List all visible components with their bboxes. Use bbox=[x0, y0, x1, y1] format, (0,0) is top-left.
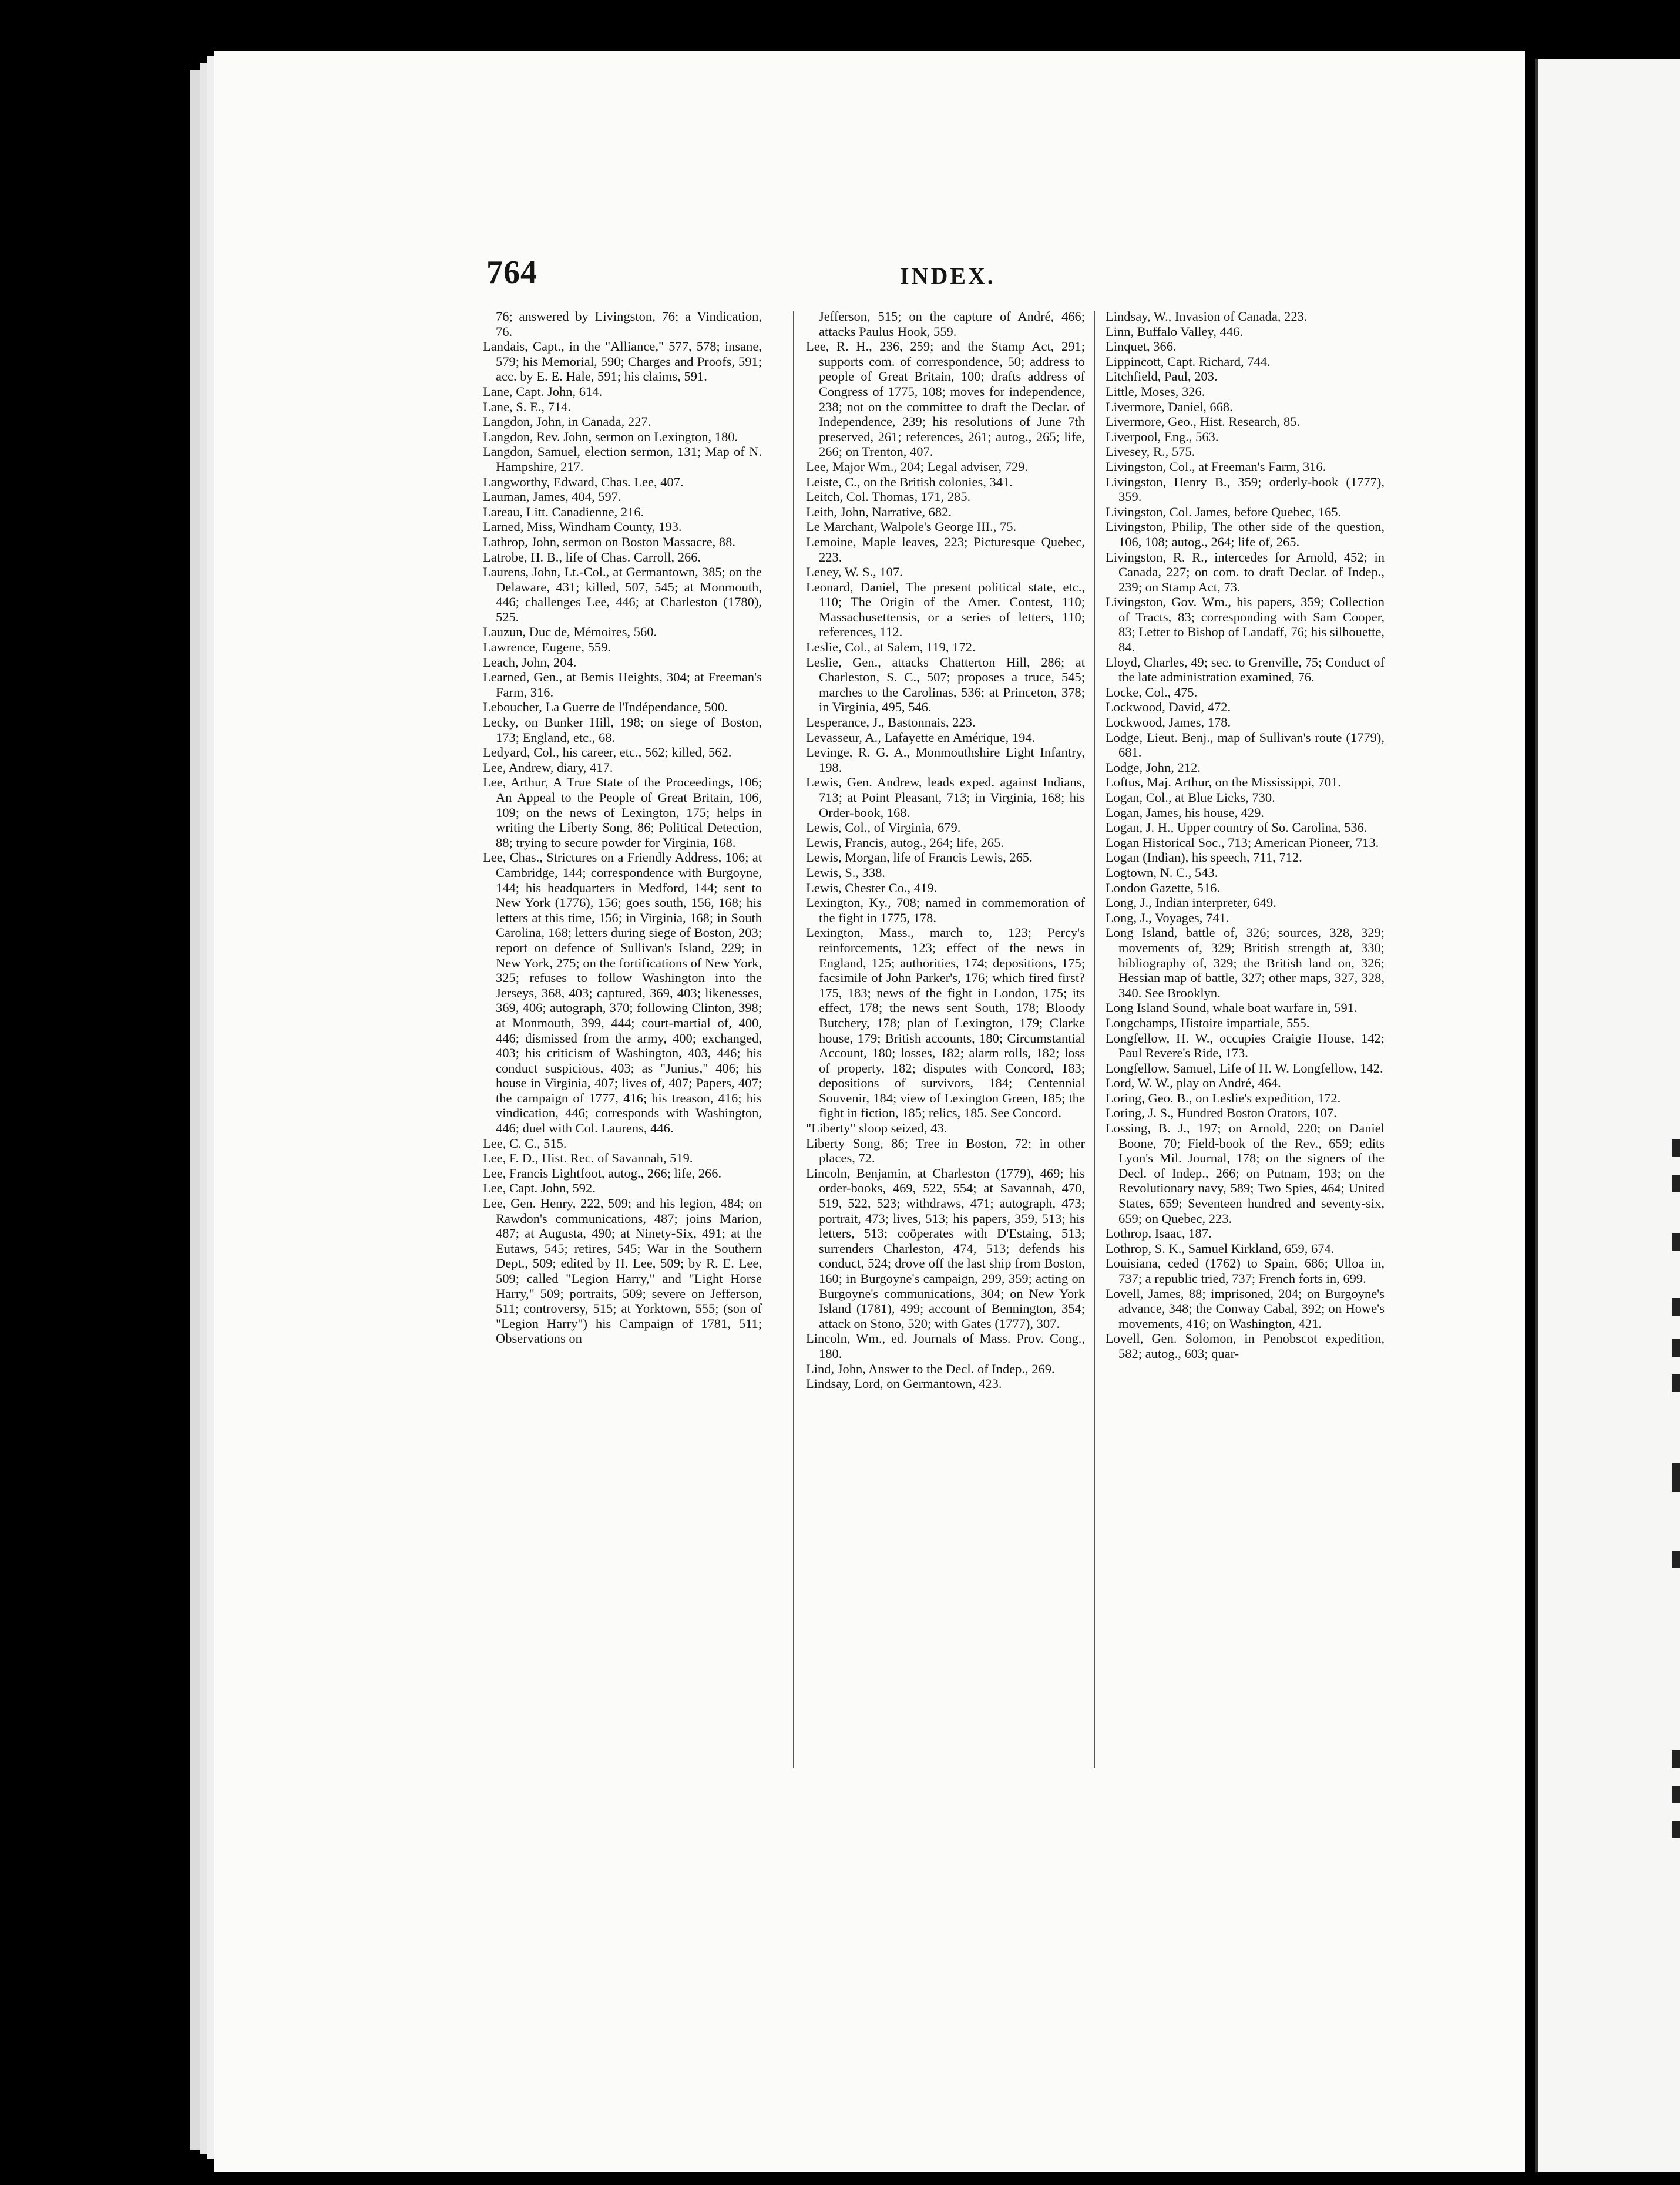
index-entry: Le Marchant, Walpole's George III., 75. bbox=[806, 519, 1017, 535]
index-entry: Lareau, Litt. Canadienne, 216. bbox=[483, 504, 644, 519]
index-entry: Long Island, battle of, 326; sources, 328, 329; movements of, 329; British strength at, 330; bibliography of, 329; the British land on, 326; Hessian map of battle, 327; other maps, 327, 328, 340. See Brooklyn. bbox=[1106, 925, 1385, 1000]
index-entry: Lee, Arthur, A True State of the Proceedings, 106; An Appeal to the People of Great Britain, 106, 109; on the news of Lexington, 175; helps in writing the Liberty Song, 86; Political Detection, 88; trying to secure powder for Virginia, 168. bbox=[483, 775, 762, 850]
index-entry: "Liberty" sloop seized, 43. bbox=[806, 1121, 947, 1136]
index-entry: Lathrop, John, sermon on Boston Massacre, 88. bbox=[483, 534, 735, 549]
index-entry: Liverpool, Eng., 563. bbox=[1106, 429, 1219, 444]
text-fragment bbox=[1672, 1474, 1680, 1492]
index-entry: Lecky, on Bunker Hill, 198; on siege of Boston, 173; England, etc., 68. bbox=[483, 715, 762, 745]
index-entry: Lee, R. H., 236, 259; and the Stamp Act, 291; supports com. of correspondence, 50; address to people of Great Britain, 100; drafts address of Congress of 1775, 108; moves for independence, 238; not on the committee to draft the Declar. of Independence, 239; his resolutions of June 7th preserved, 261; references, 261; autog., 265; life, 266; on Trenton, 407. bbox=[806, 339, 1085, 459]
index-entry: Lord, W. W., play on André, 464. bbox=[1106, 1075, 1281, 1091]
index-entry: Lee, F. D., Hist. Rec. of Savannah, 519. bbox=[483, 1151, 693, 1166]
index-entry: Lothrop, Isaac, 187. bbox=[1106, 1226, 1212, 1241]
index-column bbox=[483, 309, 762, 1836]
index-entry: Logan, Col., at Blue Licks, 730. bbox=[1106, 790, 1275, 805]
index-entry: Lexington, Ky., 708; named in commemoration of the fight in 1775, 178. bbox=[806, 895, 1085, 925]
index-entry: Leslie, Gen., attacks Chatterton Hill, 286; at Charleston, S. C., 507; proposes a truce, 545; marches to the Carolinas, 536; at Princeton, 378; in Virginia, 495, 546. bbox=[806, 654, 1085, 715]
index-entry: Long, J., Voyages, 741. bbox=[1106, 910, 1229, 925]
index-entry: Lemoine, Maple leaves, 223; Picturesque Quebec, 223. bbox=[806, 534, 1085, 564]
index-column bbox=[806, 309, 1085, 1836]
index-entry: London Gazette, 516. bbox=[1106, 880, 1220, 895]
index-entry: Langdon, John, in Canada, 227. bbox=[483, 414, 651, 429]
index-entry: Leitch, Col. Thomas, 171, 285. bbox=[806, 489, 971, 505]
index-entry: Lloyd, Charles, 49; sec. to Grenville, 75; Conduct of the late administration examined, 76. bbox=[1106, 654, 1385, 685]
index-entry: Lincoln, Wm., ed. Journals of Mass. Prov. Cong., 180. bbox=[806, 1331, 1085, 1361]
index-entry: Jefferson, 515; on the capture of André, 466; attacks Paulus Hook, 559. bbox=[819, 309, 1085, 339]
index-entry: 76; answered by Livingston, 76; a Vindication, 76. bbox=[496, 309, 762, 339]
index-entry: Locke, Col., 475. bbox=[1106, 684, 1198, 700]
index-entry: Leslie, Col., at Salem, 119, 172. bbox=[806, 640, 976, 655]
index-entry: Loring, J. S., Hundred Boston Orators, 107. bbox=[1106, 1105, 1337, 1121]
index-entry: Leith, John, Narrative, 682. bbox=[806, 504, 952, 519]
index-entry: Longchamps, Histoire impartiale, 555. bbox=[1106, 1015, 1310, 1030]
index-entry: Linquet, 366. bbox=[1106, 339, 1177, 354]
index-entry: Lane, S. E., 714. bbox=[483, 399, 571, 414]
index-entry: Lodge, John, 212. bbox=[1106, 759, 1201, 775]
index-entry: Lovell, Gen. Solomon, in Penobscot expedition, 582; autog., 603; quar- bbox=[1106, 1331, 1385, 1361]
index-entry: Logan (Indian), his speech, 711, 712. bbox=[1106, 850, 1302, 865]
index-entry: Lee, Francis Lightfoot, autog., 266; life, 266. bbox=[483, 1165, 722, 1181]
index-entry: Lodge, Lieut. Benj., map of Sullivan's route (1779), 681. bbox=[1106, 730, 1385, 760]
index-entry: Langdon, Samuel, election sermon, 131; Map of N. Hampshire, 217. bbox=[483, 444, 762, 474]
text-fragment bbox=[1672, 1175, 1680, 1192]
index-entry: Lothrop, S. K., Samuel Kirkland, 659, 674. bbox=[1106, 1241, 1335, 1256]
column-divider bbox=[793, 311, 794, 1768]
text-fragment bbox=[1672, 1139, 1680, 1157]
index-entry: Lee, Chas., Strictures on a Friendly Address, 106; at Cambridge, 144; correspondence with Burgoyne, 144; his headquarters in Medford, 144; sent to New York (1776), 156; goes south, 156, 168; his letters at this time, 156; in Virginia, 168; in South Carolina, 168; letters during siege of Boston, 203; report on defence of Sullivan's Island, 229; in New York, 275; on the fortifications of New York, 325; refuses to follow Washington into the Jerseys, 368, 403; captured, 369, 403; likenesses, 369, 406; autograph, 370; following Clinton, 398; at Monmouth, 399, 444; court-martial of, 400, 446; dismissed from the army, 400; exchanged, 403; his criticism of Washington, 403, 446; his conduct suspicious, 403; as "Junius," 406; his house in Virginia, 407; lives of, 407; Papers, 407; the campaign of 1777, 416; his treason, 416; his vindication, 446; corresponds with Washington, 446; duel with Col. Laurens, 446. bbox=[483, 850, 762, 1136]
index-entry: Lee, Capt. John, 592. bbox=[483, 1181, 596, 1196]
index-entry: Leach, John, 204. bbox=[483, 654, 577, 670]
index-entry: Lee, Gen. Henry, 222, 509; and his legion, 484; on Rawdon's communications, 487; joins Marion, 487; at Augusta, 490; at Ninety-Six, 491; at the Eutaws, 545; retires, 545; War in the Southern Dept., 509; edited by H. Lee, 509; by R. E. Lee, 509; called "Legion Harry," and "Light Horse Harry," 509; portraits, 509; severe on Jefferson, 511; controversy, 515; at Yorktown, 555; (son of "Legion Harry") his Campaign of 1781, 511; Observations on bbox=[483, 1196, 762, 1346]
index-entry: Litchfield, Paul, 203. bbox=[1106, 369, 1218, 384]
index-entry: Lindsay, Lord, on Germantown, 423. bbox=[806, 1376, 1002, 1391]
text-fragment bbox=[1672, 1374, 1680, 1392]
adjacent-page bbox=[1535, 59, 1680, 2172]
index-entry: Langdon, Rev. John, sermon on Lexington, 180. bbox=[483, 429, 738, 444]
index-entry: Livermore, Geo., Hist. Research, 85. bbox=[1106, 414, 1301, 429]
index-entry: Lee, C. C., 515. bbox=[483, 1135, 567, 1151]
index-entry: Lewis, S., 338. bbox=[806, 865, 885, 880]
index-entry: Lippincott, Capt. Richard, 744. bbox=[1106, 354, 1271, 369]
text-fragment bbox=[1672, 1551, 1680, 1568]
text-fragment bbox=[1672, 1339, 1680, 1357]
text-fragment bbox=[1672, 1298, 1680, 1316]
index-entry: Lauzun, Duc de, Mémoires, 560. bbox=[483, 624, 657, 640]
index-entry: Lawrence, Eugene, 559. bbox=[483, 640, 611, 655]
index-entry: Lewis, Col., of Virginia, 679. bbox=[806, 820, 961, 835]
index-entry: Livesey, R., 575. bbox=[1106, 444, 1195, 459]
index-entry: Leonard, Daniel, The present political state, etc., 110; The Origin of the Amer. Contest, 110; Massachusettensis, or a series of letters, 110; references, 112. bbox=[806, 579, 1085, 640]
text-fragment bbox=[1672, 1821, 1680, 1838]
column-divider bbox=[1094, 311, 1095, 1768]
index-entry: Levasseur, A., Lafayette en Amérique, 194. bbox=[806, 730, 1036, 745]
index-entry: Lewis, Francis, autog., 264; life, 265. bbox=[806, 835, 1004, 850]
index-entry: Lindsay, W., Invasion of Canada, 223. bbox=[1106, 309, 1308, 324]
index-entry: Livingston, Henry B., 359; orderly-book (1777), 359. bbox=[1106, 474, 1385, 505]
index-entry: Leboucher, La Guerre de l'Indépendance, 500. bbox=[483, 700, 728, 715]
index-entry: Lexington, Mass., march to, 123; Percy's reinforcements, 123; effect of the news in England, 125; authorities, 174; depositions, 175; facsimile of John Parker's, 176; which fired first? 175, 183; news of the fight in London, 175; its effect, 178; the news sent South, 178; Bloody Butchery, 178; plan of Lexington, 179; Clarke house, 179; British accounts, 180; Circumstantial Account, 180; losses, 182; alarm rolls, 182; loss of property, 182; disputes with Concord, 183; depositions of survivors, 184; Centennial Souvenir, 184; view of Lexington Green, 185; the fight in fiction, 185; relics, 185. See Concord. bbox=[806, 925, 1085, 1121]
index-entry: Lockwood, James, 178. bbox=[1106, 715, 1231, 730]
index-entry: Livingston, R. R., intercedes for Arnold, 452; in Canada, 227; on com. to draft Declar. of Indep., 239; on Stamp Act, 73. bbox=[1106, 549, 1385, 594]
index-entry: Levinge, R. G. A., Monmouthshire Light Infantry, 198. bbox=[806, 745, 1085, 775]
index-entry: Loftus, Maj. Arthur, on the Mississippi, 701. bbox=[1106, 775, 1341, 790]
index-entry: Longfellow, H. W., occupies Craigie House, 142; Paul Revere's Ride, 173. bbox=[1106, 1030, 1385, 1061]
index-entry: Laurens, John, Lt.-Col., at Germantown, 385; on the Delaware, 431; killed, 507, 545; at Monmouth, 446; challenges Lee, 446; at Charleston (1780), 525. bbox=[483, 564, 762, 624]
index-entry: Long, J., Indian interpreter, 649. bbox=[1106, 895, 1276, 910]
index-entry: Louisiana, ceded (1762) to Spain, 686; Ulloa in, 737; a republic tried, 737; French forts in, 699. bbox=[1106, 1256, 1385, 1286]
index-entry: Lee, Major Wm., 204; Legal adviser, 729. bbox=[806, 459, 1028, 474]
index-entry: Lewis, Gen. Andrew, leads exped. against Indians, 713; at Point Pleasant, 713; in Virginia, 168; his Order-book, 168. bbox=[806, 775, 1085, 820]
index-entry: Logan, James, his house, 429. bbox=[1106, 805, 1264, 820]
index-entry: Leney, W. S., 107. bbox=[806, 564, 903, 580]
index-entry: Lewis, Morgan, life of Francis Lewis, 265. bbox=[806, 850, 1033, 865]
index-entry: Landais, Capt., in the "Alliance," 577, 578; insane, 579; his Memorial, 590; Charges and Proofs, 591; acc. by E. E. Hale, 591; his claims, 591. bbox=[483, 339, 762, 384]
page-heading: INDEX. bbox=[900, 263, 996, 289]
index-entry: Little, Moses, 326. bbox=[1106, 384, 1205, 399]
index-entry: Ledyard, Col., his career, etc., 562; killed, 562. bbox=[483, 745, 732, 760]
index-entry: Livingston, Col. James, before Quebec, 165. bbox=[1106, 504, 1342, 519]
index-entry: Lauman, James, 404, 597. bbox=[483, 489, 621, 505]
index-entry: Loring, Geo. B., on Leslie's expedition, 172. bbox=[1106, 1090, 1341, 1105]
index-entry: Lane, Capt. John, 614. bbox=[483, 384, 603, 399]
index-entry: Livingston, Gov. Wm., his papers, 359; Collection of Tracts, 83; corresponding with Sam Cooper, 83; Letter to Bishop of Landaff, 76; his silhouette, 84. bbox=[1106, 594, 1385, 655]
text-fragment bbox=[1672, 1233, 1680, 1251]
index-entry: Lossing, B. J., 197; on Arnold, 220; on Daniel Boone, 70; Field-book of the Rev., 659; edits Lyon's Mil. Journal, 178; on the signers of the Decl. of Indep., 266; on Putnam, 193; on the Revolutionary navy, 589; Two Spies, 464; United States, 659; Seventeen hundred and seventy-six, 659; on Quebec, 223. bbox=[1106, 1121, 1385, 1226]
index-entry: Livermore, Daniel, 668. bbox=[1106, 399, 1233, 414]
index-entry: Larned, Miss, Windham County, 193. bbox=[483, 519, 682, 535]
index-entry: Lovell, James, 88; imprisoned, 204; on Burgoyne's advance, 348; the Conway Cabal, 392; on Howe's movements, 416; on Washington, 421. bbox=[1106, 1286, 1385, 1331]
index-entry: Longfellow, Samuel, Life of H. W. Longfellow, 142. bbox=[1106, 1060, 1383, 1075]
index-entry: Lind, John, Answer to the Decl. of Indep., 269. bbox=[806, 1361, 1055, 1376]
index-entry: Lee, Andrew, diary, 417. bbox=[483, 759, 613, 775]
index-entry: Logan, J. H., Upper country of So. Carolina, 536. bbox=[1106, 820, 1367, 835]
index-entry: Linn, Buffalo Valley, 446. bbox=[1106, 324, 1243, 339]
index-entry: Liberty Song, 86; Tree in Boston, 72; in other places, 72. bbox=[806, 1135, 1085, 1166]
index-entry: Logtown, N. C., 543. bbox=[1106, 865, 1218, 880]
index-entry: Lockwood, David, 472. bbox=[1106, 700, 1231, 715]
index-entry: Lesperance, J., Bastonnais, 223. bbox=[806, 715, 976, 730]
index-entry: Lewis, Chester Co., 419. bbox=[806, 880, 938, 895]
index-entry: Leiste, C., on the British colonies, 341. bbox=[806, 474, 1013, 489]
text-fragment bbox=[1672, 1786, 1680, 1803]
index-entry: Livingston, Col., at Freeman's Farm, 316. bbox=[1106, 459, 1326, 474]
text-fragment bbox=[1672, 1750, 1680, 1768]
index-column bbox=[1106, 309, 1385, 1836]
index-entry: Latrobe, H. B., life of Chas. Carroll, 266. bbox=[483, 549, 701, 564]
index-entry: Logan Historical Soc., 713; American Pioneer, 713. bbox=[1106, 835, 1379, 850]
page-number: 764 bbox=[486, 254, 537, 291]
index-entry: Lincoln, Benjamin, at Charleston (1779), 469; his order-books, 469, 522, 554; at Savannah, 470, 519, 522, 523; withdraws, 471; autograph, 473; portrait, 473; lives, 513; his papers, 359, 513; his letters, 513; coöperates with D'Estaing, 513; surrenders Charleston, 474, 513; defends his conduct, 524; drove off the last ship from Boston, 160; in Burgoyne's campaign, 299, 359; acting on Burgoyne's communications, 304; on New York Island (1781), 499; account of Bennington, 354; attack on Stono, 520; with Gates (1777), 307. bbox=[806, 1165, 1085, 1331]
index-entry: Learned, Gen., at Bemis Heights, 304; at Freeman's Farm, 316. bbox=[483, 670, 762, 700]
index-entry: Langworthy, Edward, Chas. Lee, 407. bbox=[483, 474, 684, 489]
index-entry: Livingston, Philip, The other side of the question, 106, 108; autog., 264; life of, 265. bbox=[1106, 519, 1385, 549]
index-entry: Long Island Sound, whale boat warfare in, 591. bbox=[1106, 1000, 1358, 1016]
